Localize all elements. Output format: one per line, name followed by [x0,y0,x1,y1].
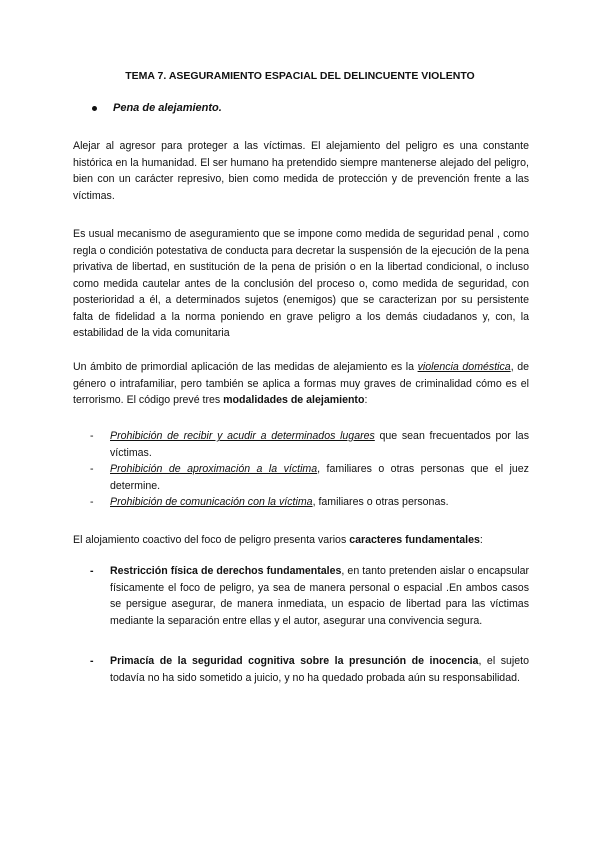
list-item-text: , el sujeto todavía no ha sido sometido a juicio, y no ha quedado probada aún su responsabilidad. [110,655,529,684]
bullet-dot-icon [92,106,97,111]
modalidades-list [90,428,529,511]
p3-bold-modalidades: modalidades de alejamiento [223,394,365,406]
list-item-text: , familiares o otras personas que el juez determine. [110,463,529,492]
list-item-link[interactable]: Prohibición de aproximación a la víctima [110,463,318,475]
p3-text-middle: , de género o intrafamiliar, pero también se aplica a formas muy graves de criminalidad cómo es el terrorismo. El código prevé tres [73,361,530,406]
dash-marker: - [90,565,94,577]
paragraph-mechanism: Es usual mecanismo de aseguramiento que se impone como medida de seguridad penal , como regla o condición potestativa de conducta para decretar la suspensión de la ejecución de la pena privativa de libertad, en sustitución de la pena de prisión o en la libertad condicional, o incluso como medida cautelar antes de la conclusión del proceso o, como medida de seguridad, con posterioridad a él, a determinados sujetos (enemigos) que se caracterizan por su persistente falta de fidelidad a la norma poniendo en grave peligro a los demás ciudadanos y, con, la estabilidad de la vida comunitaria [73,228,529,339]
list-item-text: , familiares o otras personas. [312,496,449,508]
paragraph-intro: Alejar al agresor para proteger a las víctimas. El alejamiento del peligro es una constante histórica en la humanidad. El ser humano ha pretendido siempre mantenerse alejado del peligro, bien con un carácter represivo, bien como medida de protección y de prevención frente a las víctimas. [73,140,529,202]
p4-text-before: El alojamiento coactivo del foco de peligro presenta varios [73,534,350,546]
dash-marker: - [90,496,94,508]
list-item-link[interactable]: Prohibición de comunicación con la víctima [110,496,313,508]
dash-marker: - [90,463,94,475]
list-item-bold: Primacía de la seguridad cognitiva sobre la presunción de inocencia [110,655,479,667]
paragraph-application [73,359,529,409]
paragraph-caracteres [73,532,529,549]
violencia-domestica-link[interactable]: violencia doméstica [417,361,511,373]
p4-text-after: : [479,534,483,546]
list-item [90,461,529,494]
list-item-text: que sean frecuentados por las víctimas. [110,430,529,459]
list-item-link[interactable]: Prohibición de recibir y acudir a determinados lugares [110,430,375,442]
list-item-text: , en tanto pretenden aislar o encapsular físicamente el foco de peligro, ya sea de manera personal o espacial .En ambos casos se persigue asegurar, de manera inmediata, un espacio de libertad para las víctimas mediante la separación entre ellas y el autor, asegurar una convivencia segura. [110,565,529,627]
dash-marker: - [90,655,94,667]
list-item [90,494,529,511]
list-item [90,653,529,686]
list-item [90,563,529,629]
p3-text-before: Un ámbito de primordial aplicación de las medidas de alejamiento es la [73,361,418,373]
p3-text-after: : [364,394,368,406]
document-title: TEMA 7. ASEGURAMIENTO ESPACIAL DEL DELINCUENTE VIOLENTO [125,70,475,82]
caracteres-list [90,563,529,710]
list-item [90,428,529,461]
p4-bold-caracteres: caracteres fundamentales [349,534,480,546]
section-heading [92,102,222,114]
dash-marker: - [90,430,94,442]
section-heading-text: Pena de alejamiento. [113,102,222,114]
list-item-bold: Restricción física de derechos fundamentales [110,565,342,577]
